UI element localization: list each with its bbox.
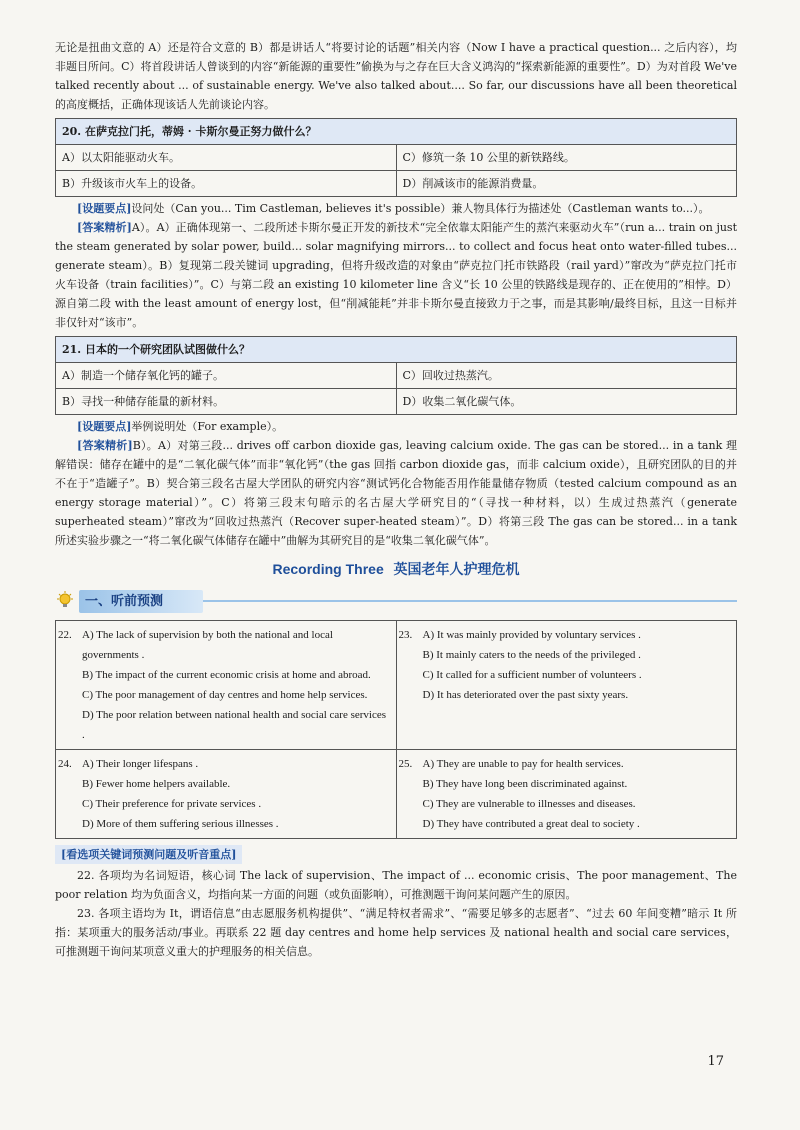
- q20-option-c: C）修筑一条 10 公里的新铁路线。: [396, 145, 737, 171]
- options-q24: [56, 750, 397, 839]
- option-line: D) More of them suffering serious illnesses .: [82, 818, 279, 830]
- options-q23: [396, 621, 737, 750]
- question-number: 25.: [398, 758, 413, 770]
- q20-option-a: A）以太阳能驱动火车。: [56, 145, 397, 171]
- q21-option-c: C）回收过热蒸汽。: [396, 363, 737, 389]
- option-line: B) Fewer home helpers available.: [82, 778, 231, 790]
- q21-answer-analysis: [55, 436, 737, 550]
- q20-key-point: [55, 199, 737, 218]
- key-point-text: 设问处（Can you... Tim Castleman, believes it's possible）兼人物具体行为描述处（Castleman wants to...）。: [131, 202, 710, 215]
- answer-text: B）。A）对第三段... drives off carbon dioxide gas, leaving calcium oxide. The gas can be stored... in a tank 理解错误：储存在罐中的是“二氧化碳气体”而非“氧化钙”（the gas 回指 carbon dioxide gas，而非 calcium oxide），且研究团队的目的并不在于“造罐子”。B）契合第三段名古屋大学团队的研究内容“测试钙化合物能否用作能量储存物质（tested calcium compound as an energy storage material）”。C）将第三段末句暗示的名古屋大学研究目的“（寻找一种材料，以）生成过热蒸汽（generate superheated steam）”窜改为“回收过热蒸汽（Recover super-heated steam）”。D）将第三段 The gas can be stored... in a tank 所述实验步骤之一“将二氧化碳气体储存在罐中”曲解为其研究目的是“收集二氧化碳气体”。: [55, 439, 737, 547]
- key-point-text: 举例说明处（For example）。: [131, 420, 284, 433]
- answer-label: [答案精析]: [77, 439, 133, 452]
- option-line: A) Their longer lifespans .: [82, 758, 199, 770]
- option-line: A) It was mainly provided by voluntary services .: [422, 629, 641, 641]
- option-line: A) They are unable to pay for health services.: [422, 758, 624, 770]
- q21-option-b: B）寻找一种储存能量的新材料。: [56, 389, 397, 415]
- question-number: 22.: [58, 629, 72, 641]
- answer-text: A）。A）正确体现第一、二段所述卡斯尔曼正开发的新技术“完全依靠太阳能产生的蒸汽来驱动火车”（run a... train on just the steam generated by solar power, build... solar magnifying mirrors... to collect and focus heat onto water-filled tubes... generate steam）。B）复现第二段关键词 upgrading，但将升级改造的对象由“萨克拉门托市铁路段（rail yard）”窜改为“萨克拉门托市火车设备（train facilities）”。C）与第二段 an existing 10 kilometer line 含义“长 10 公里的铁路线是现存的、正在使用的”相悖。D）源自第二段 with the least amount of energy lost，但“削减能耗”并非卡斯尔曼直接致力于之事，而是其影响/最终目标，且这一目标并非仅针对“该市”。: [55, 221, 737, 329]
- option-line: B) The impact of the current economic crisis at home and abroad.: [82, 669, 371, 681]
- question-number: 23.: [398, 629, 413, 641]
- option-line: C) Their preference for private services .: [82, 798, 262, 810]
- answer-label: [答案精析]: [77, 221, 132, 234]
- options-table: [55, 620, 737, 839]
- section-title: [55, 560, 737, 580]
- page-content: [55, 38, 737, 961]
- key-point-label: [设题要点]: [77, 420, 132, 433]
- prediction-paragraph-22: 22. 各项均为名词短语，核心词 The lack of supervision、The impact of ... economic crisis、The poor management、The poor relation 均为负面含义，均指向某一方面的问题（或负面影响），可推测题干询问某问题产生的原因。: [55, 869, 737, 901]
- option-line: C) They are vulnerable to illnesses and diseases.: [422, 798, 636, 810]
- option-line: B) They have long been discriminated against.: [422, 778, 628, 790]
- page-number: 17: [707, 1054, 724, 1069]
- prediction-header: [看选项关键词预测问题及听音重点]: [55, 845, 242, 864]
- prediction-paragraph-23: 23. 各项主语均为 It，谓语信息“由志愿服务机构提供”、“满足特权者需求”、“需要足够多的志愿者”、“过去 60 年间变糟”暗示 It 所指：某项重大的服务活动/事业。再联系 22 题 day centres and home help services 及 national health and social care services，可推测题干询问某项意义重大的护理服务的相关信息。: [55, 907, 737, 958]
- key-point-label: [设题要点]: [77, 202, 132, 215]
- banner-rule: [203, 600, 737, 602]
- q21-option-a: A）制造一个储存氧化钙的罐子。: [56, 363, 397, 389]
- option-line: D) They have contributed a great deal to society .: [422, 818, 640, 830]
- option-line: A) The lack of supervision by both the national and local governments .: [82, 629, 333, 661]
- banner-label: 一、听前预测: [79, 590, 203, 613]
- section-title-zh: 英国老年人护理危机: [393, 562, 520, 578]
- option-line: D) The poor relation between national health and social care services .: [82, 709, 387, 741]
- intro-paragraph: 无论是扭曲文意的 A）还是符合文意的 B）都是讲话人“将要讨论的话题”相关内容（Now I have a practical question... 之后内容），均非题目所问。C）将首段讲话人曾谈到的内容“新能源的重要性”偷换为与之存在巨大含义鸿沟的“探索新能源的重要性”。D）为对首段 We've talked recently about ... of sustainable energy. We've also talked about.... So far, our discussions have all been theoretical 的高度概括，正确体现该话人先前谈论内容。: [55, 41, 737, 111]
- q21-option-d: D）收集二氧化碳气体。: [396, 389, 737, 415]
- section-title-en: Recording Three: [272, 561, 384, 577]
- lightbulb-icon: [55, 591, 75, 611]
- question-20-table: [55, 118, 737, 197]
- question-21-text: 21. 日本的一个研究团队试图做什么？: [56, 337, 737, 363]
- option-line: C) It called for a sufficient number of volunteers .: [422, 669, 642, 681]
- options-q25: [396, 750, 737, 839]
- question-21-table: [55, 336, 737, 415]
- question-20-text: 20. 在萨克拉门托，蒂姆 · 卡斯尔曼正努力做什么？: [56, 119, 737, 145]
- q20-answer-analysis: [55, 218, 737, 332]
- question-number: 24.: [58, 758, 72, 770]
- pre-listening-banner: [55, 588, 737, 614]
- q20-option-d: D）削减该市的能源消费量。: [396, 171, 737, 197]
- q20-option-b: B）升级该市火车上的设备。: [56, 171, 397, 197]
- option-line: B) It mainly caters to the needs of the privileged .: [422, 649, 641, 661]
- options-q22: [56, 621, 397, 750]
- option-line: D) It has deteriorated over the past sixty years.: [422, 689, 629, 701]
- q21-key-point: [55, 417, 737, 436]
- option-line: C) The poor management of day centres and home help services.: [82, 689, 368, 701]
